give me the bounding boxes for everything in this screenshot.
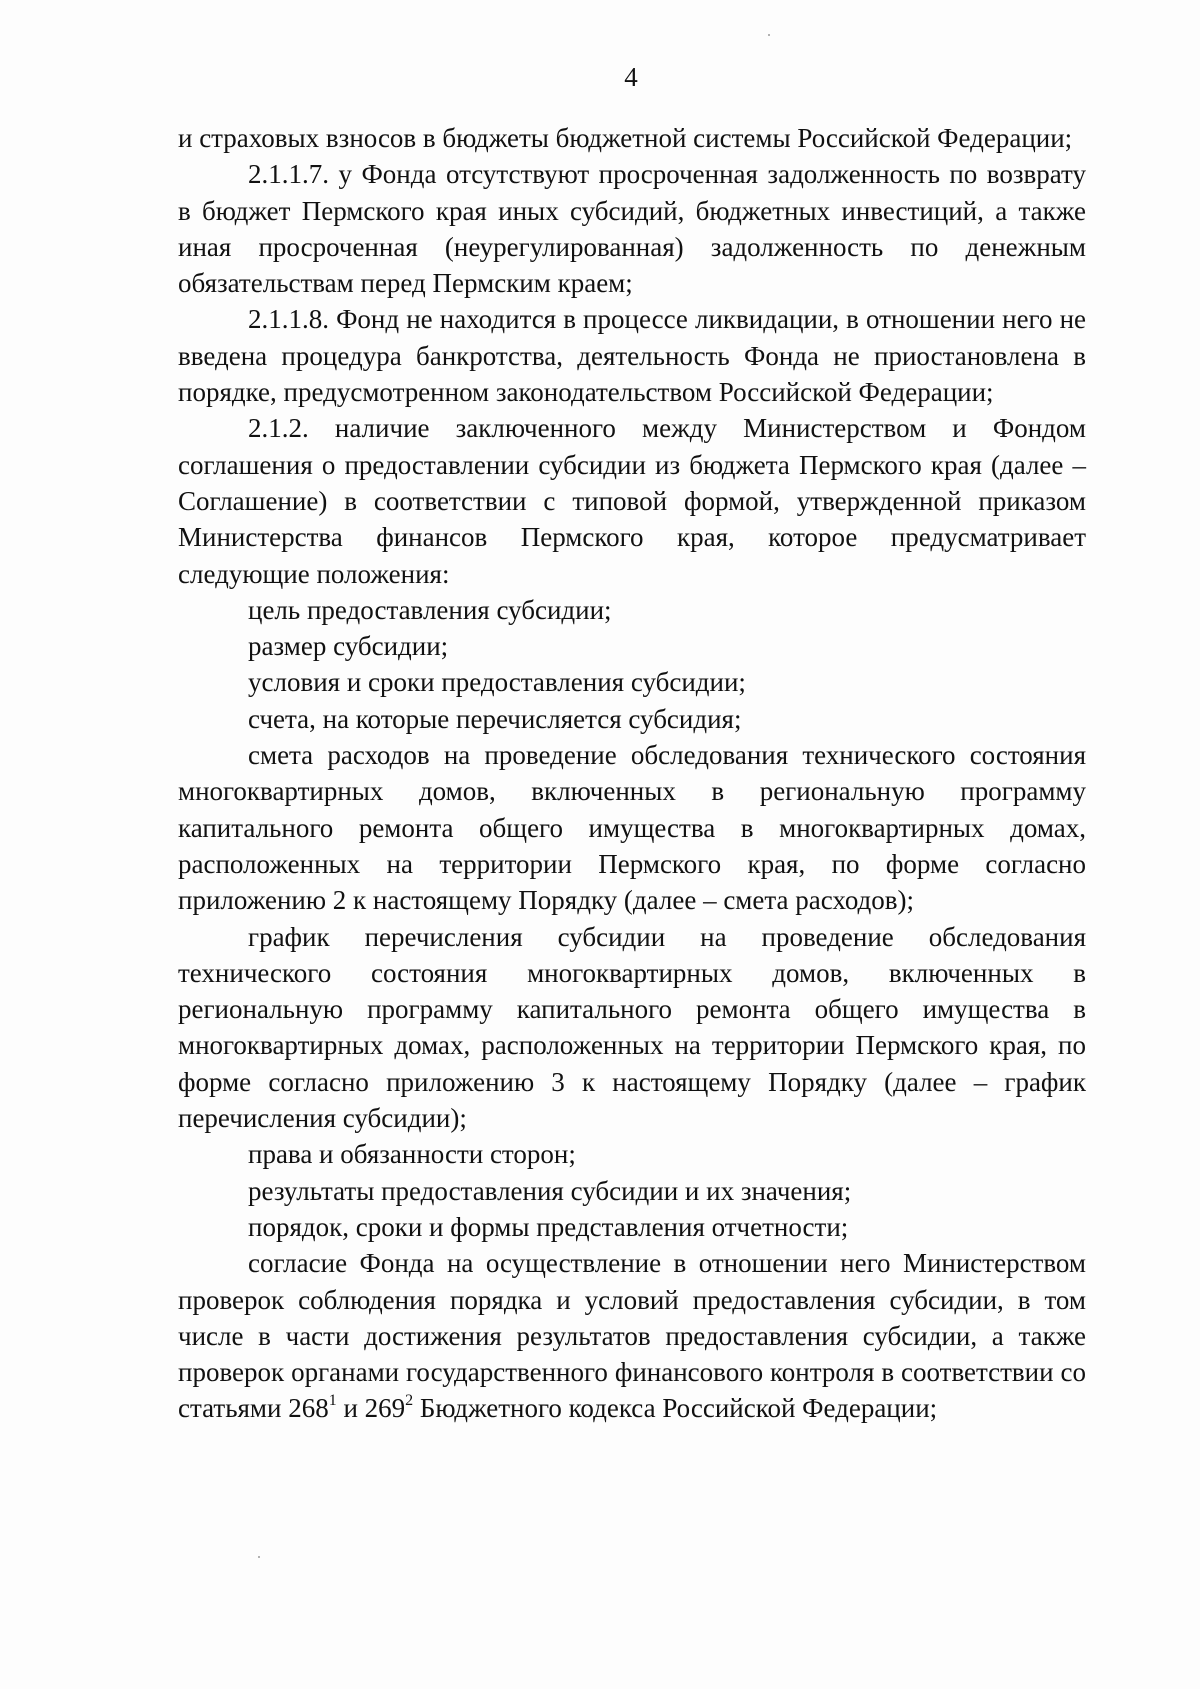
scan-speck (768, 34, 770, 36)
list-item-cost-estimate: смета расходов на проведение обследования технического состояния многоквартирных домов, включенных в региональную программу капитального ремонта общего имущества в многоквартирных домах, расположенных на территории Пермского края, по форме согласно приложению 2 к настоящему Порядку (далее – смета расходов); (178, 740, 1086, 916)
list-item-conditions: условия и сроки предоставления субсидии; (248, 667, 746, 698)
paragraph-2-1-1-7: 2.1.1.7. у Фонда отсутствуют просроченная задолженность по возврату в бюджет Пермского края иных субсидий, бюджетных инвестиций, а также иная просроченная (неурегулированная) задолженность по денежным обязательствам перед Пермским краем; (178, 159, 1086, 299)
paragraph-2-1-2: 2.1.2. наличие заключенного между Министерством и Фондом соглашения о предоставлении субсидии из бюджета Пермского края (далее – Соглашение) в соответствии с типовой формой, утвержденной приказом Министерства финансов Пермского края, которое предусматривает следующие положения: (178, 413, 1086, 589)
list-item-amount: размер субсидии; (248, 631, 449, 662)
consent-text-part1: согласие Фонда на осуществление в отношении него Министерством проверок соблюдения порядка и условий предоставления субсидии, в том числе в части достижения результатов предоставления субсидии, а также проверок органами государственного финансового контроля в соответствии со статьями 268 (178, 1248, 1086, 1424)
consent-text-part2: и 269 (336, 1393, 406, 1424)
article-superscript-1: 1 (328, 1392, 337, 1410)
list-item-purpose: цель предоставления субсидии; (248, 594, 612, 625)
page-number: 4 (624, 62, 638, 92)
paragraph-continuation: и страховых взносов в бюджеты бюджетной системы Российской Федерации; (178, 123, 1073, 153)
list-item-reporting: порядок, сроки и формы представления отчетности; (248, 1211, 849, 1242)
list-item-transfer-schedule: график перечисления субсидии на проведение обследования технического состояния многоквартирных домов, включенных в региональную программу капитального ремонта общего имущества в многоквартирных домах, расположенных на территории Пермского края, по форме согласно приложению 3 к настоящему Порядку (далее – график перечисления субсидии); (178, 921, 1086, 1134)
scan-speck (258, 1556, 260, 1558)
list-item-fund-consent (178, 1245, 1086, 1426)
article-superscript-2: 2 (405, 1392, 414, 1410)
consent-text-part3: Бюджетного кодекса Российской Федерации; (413, 1393, 938, 1424)
list-item-rights-obligations: права и обязанности сторон; (248, 1139, 576, 1170)
document-body (178, 120, 1086, 1427)
list-item-accounts: счета, на которые перечисляется субсидия; (248, 703, 742, 734)
list-item-results: результаты предоставления субсидии и их значения; (248, 1175, 852, 1206)
paragraph-2-1-1-8: 2.1.1.8. Фонд не находится в процессе ликвидации, в отношении него не введена процедура банкротства, деятельность Фонда не приостановлена в порядке, предусмотренном законодательством Российской Федерации; (178, 304, 1086, 408)
